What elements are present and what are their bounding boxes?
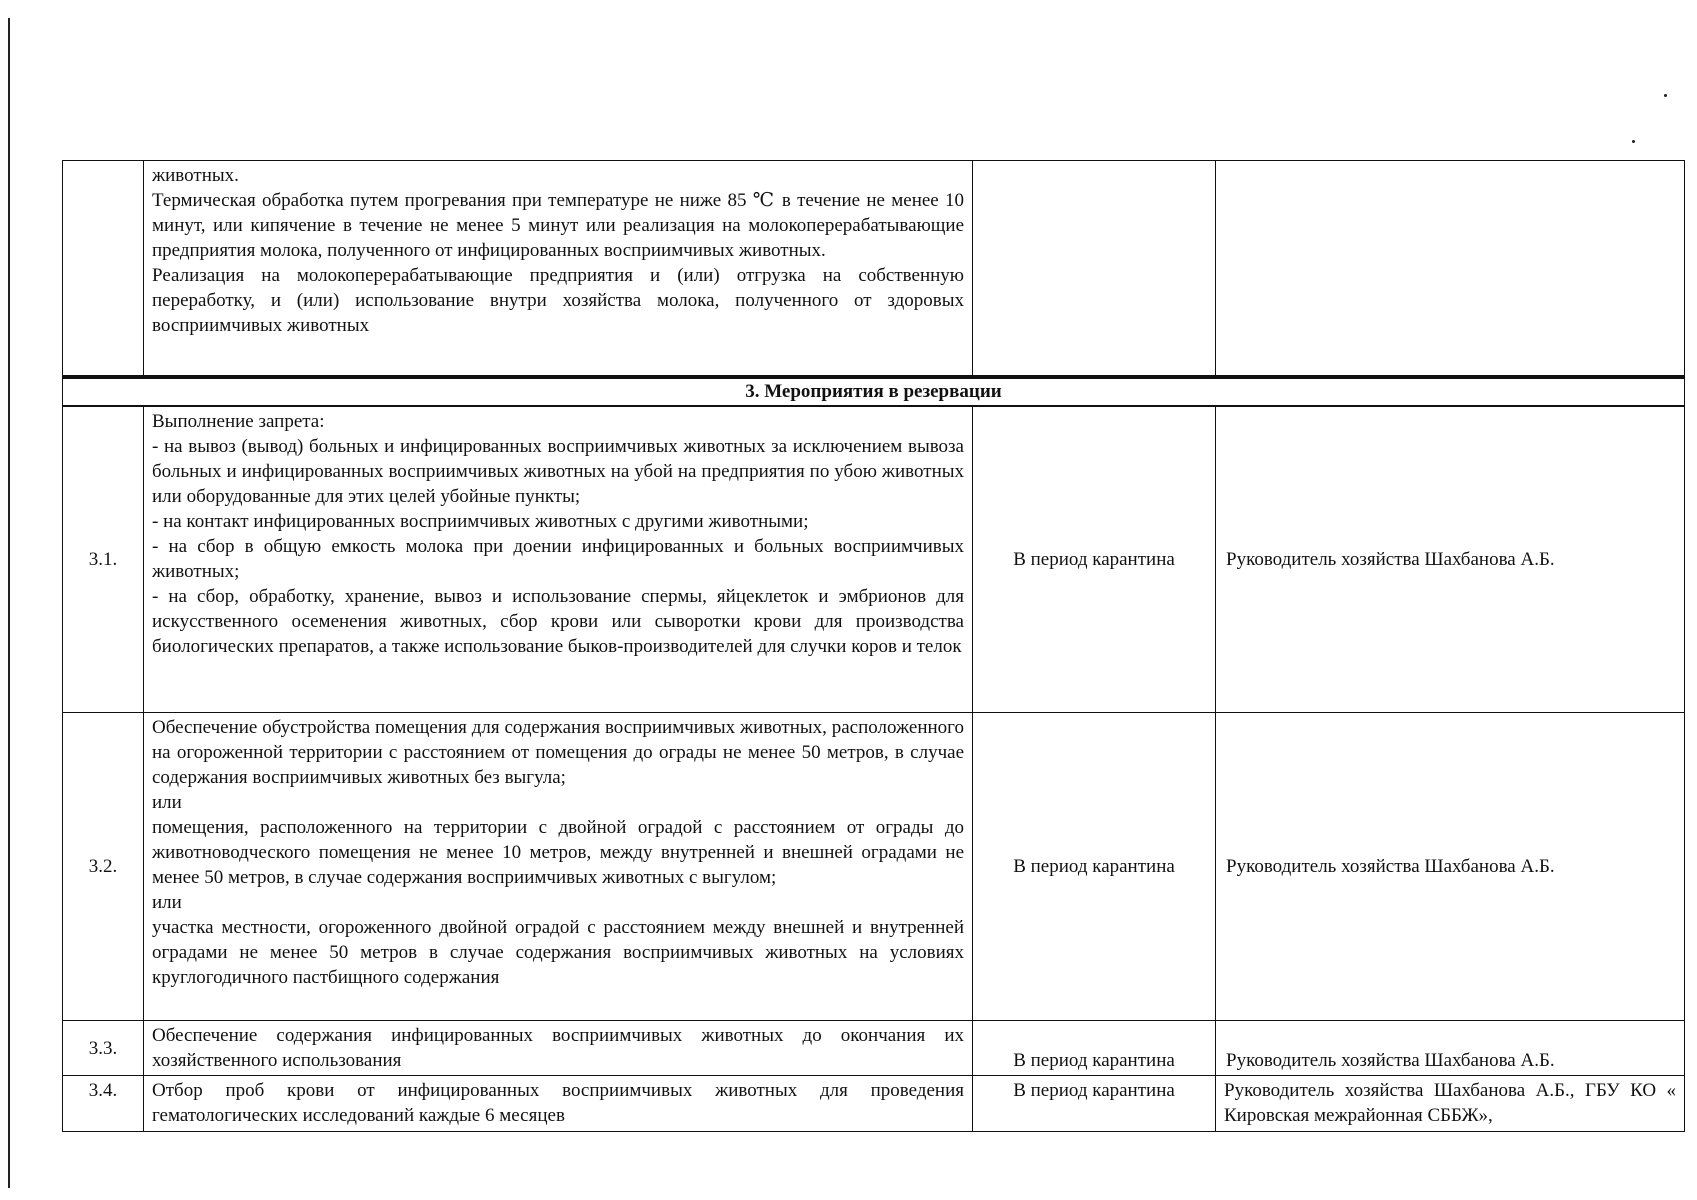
responsible-cell	[1216, 161, 1685, 377]
period-cell	[973, 161, 1216, 377]
table-row-continuation	[63, 161, 1685, 377]
measure-cell	[144, 161, 973, 377]
measure-text: помещения, расположенного на территории с двойной оградой с расстоянием от ограды до животноводческого помещения не менее 10 метров, между внутренней и внешней оградами не менее 50 метров, в случае содержания восприимчивых животных с выгулом;	[152, 817, 964, 888]
period-cell: В период карантина	[973, 1076, 1216, 1132]
table-row	[63, 713, 1685, 1021]
scan-margin-line	[8, 18, 10, 1188]
responsible-cell: Руководитель хозяйства Шахбанова А.Б., ГБУ КО « Кировская межрайонная СББЖ»,	[1216, 1076, 1685, 1132]
measure-text: - на вывоз (вывод) больных и инфицированных восприимчивых животных за исключением вывоза больных и инфицированных восприимчивых животных на убой на предприятия по убою животных или оборудованные для этих целей убойные пункты;	[152, 435, 964, 507]
period-cell: В период карантина	[973, 406, 1216, 713]
measure-text: участка местности, огороженного двойной оградой с расстоянием между внешней и внутренней оградами не менее 50 метров в случае содержания восприимчивых животных на условиях круглогодичного пастбищного содержания	[152, 917, 964, 988]
measure-text: Выполнение запрета:	[152, 410, 325, 432]
responsible-cell: Руководитель хозяйства Шахбанова А.Б.	[1216, 713, 1685, 1021]
measure-cell	[144, 1021, 973, 1076]
measure-text: - на контакт инфицированных восприимчивых животных с другими животными;	[152, 510, 809, 532]
period-cell: В период карантина	[973, 1021, 1216, 1076]
section-title: 3. Мероприятия в резервации	[63, 377, 1685, 406]
measure-text: Термическая обработка путем прогревания при температуре не ниже 85 ℃ в течение не менее 10 минут, или кипячение в течение не менее 5 минут или реализация на молокоперерабатывающие предприятия молока, полученного от инфицированных восприимчивых животных.	[152, 190, 964, 261]
row-number: 3.3.	[63, 1021, 144, 1076]
table-row	[63, 406, 1685, 713]
responsible-cell: Руководитель хозяйства Шахбанова А.Б.	[1216, 1021, 1685, 1076]
measure-text: - на сбор в общую емкость молока при доении инфицированных и больных восприимчивых животных;	[152, 535, 964, 582]
section-row	[63, 377, 1685, 406]
row-number: 3.4.	[63, 1076, 144, 1132]
measure-cell	[144, 406, 973, 713]
measure-text: Обеспечение обустройства помещения для содержания восприимчивых животных, расположенного на огороженной территории с расстоянием от помещения до ограды не менее 50 метров, в случае содержания восприимчивых животных без выгула;	[152, 717, 964, 788]
measure-text: или	[152, 892, 182, 913]
row-number: 3.1.	[63, 406, 144, 713]
period-cell: В период карантина	[973, 713, 1216, 1021]
row-number: 3.2.	[63, 713, 144, 1021]
measure-cell	[144, 1076, 973, 1132]
scan-speck	[1632, 140, 1635, 143]
measure-text: Реализация на молокоперерабатывающие предприятия и (или) отгрузка на собственную переработку, и (или) использование внутри хозяйства молока, полученного от здоровых восприимчивых животных	[152, 265, 964, 336]
measure-text: - на сбор, обработку, хранение, вывоз и использование спермы, яйцеклеток и эмбрионов для искусственного осеменения животных, сбор крови или сыворотки крови для производства биологических препаратов, а также использование быков-производителей для случки коров и телок	[152, 585, 964, 657]
measure-text: Отбор проб крови от инфицированных восприимчивых животных для проведения гематологических исследований каждые 6 месяцев	[152, 1080, 964, 1126]
scan-speck	[1664, 94, 1667, 97]
row-number-cell	[63, 161, 144, 377]
measure-cell	[144, 713, 973, 1021]
measure-text: животных.	[152, 165, 239, 186]
table-row	[63, 1076, 1685, 1132]
measure-text: Обеспечение содержания инфицированных восприимчивых животных до окончания их хозяйственного использования	[152, 1025, 964, 1071]
responsible-cell: Руководитель хозяйства Шахбанова А.Б.	[1216, 406, 1685, 713]
measures-table	[62, 160, 1685, 1132]
table-row	[63, 1021, 1685, 1076]
measure-text: или	[152, 792, 182, 813]
